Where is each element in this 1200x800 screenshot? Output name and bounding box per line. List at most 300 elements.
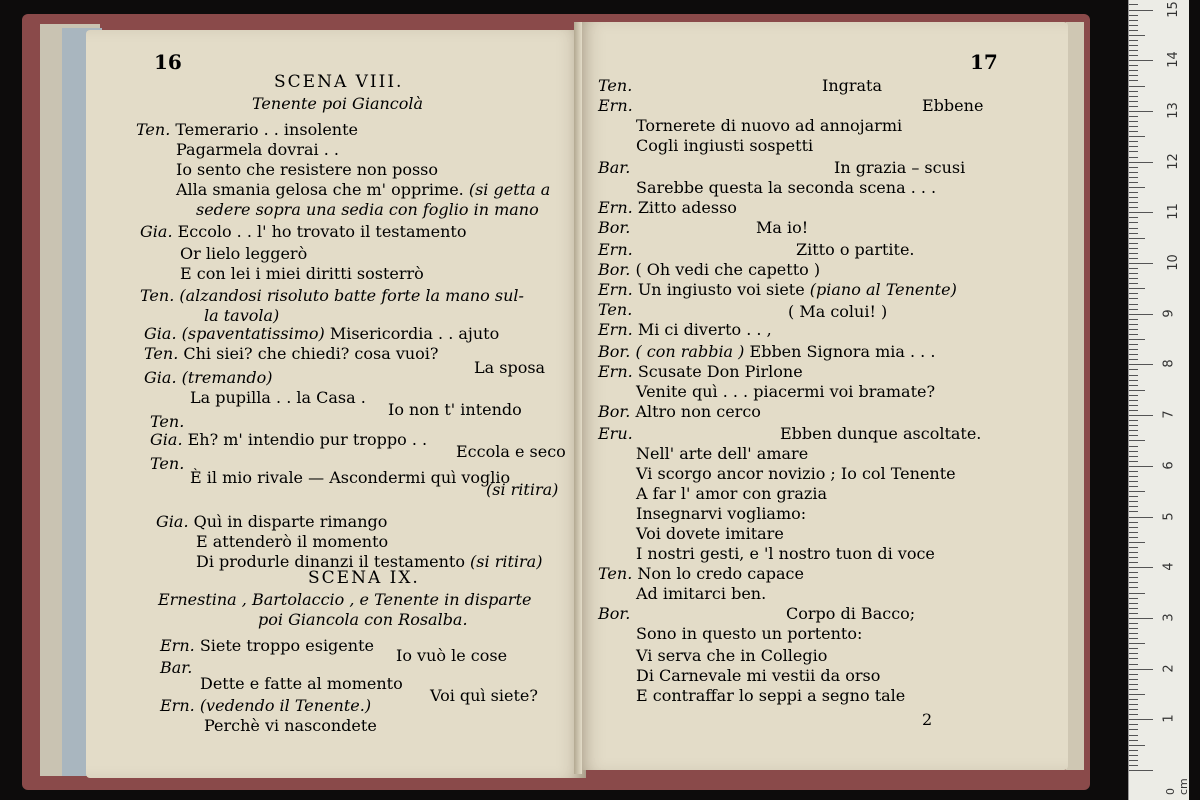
ruler-tick	[1129, 557, 1138, 558]
ruler-tick	[1129, 10, 1153, 11]
right-page-line	[598, 424, 633, 444]
ruler-tick	[1129, 598, 1138, 599]
ruler-tick	[1129, 60, 1153, 61]
ruler-tick	[1129, 116, 1138, 117]
ruler-tick	[1129, 248, 1138, 249]
line-text: E con lei i miei diritti sosterrò	[180, 264, 424, 283]
right-page-line	[598, 402, 761, 422]
ruler-tick	[1129, 314, 1153, 315]
ruler-tick	[1129, 40, 1138, 41]
line-text: Voi dovete imitare	[636, 524, 784, 543]
speaker-label: Gia.	[144, 324, 182, 343]
line-text: la tavola)	[204, 306, 280, 325]
line-text: Ad imitarci ben.	[636, 584, 767, 603]
ruler-tick	[1129, 415, 1153, 416]
left-page-line	[200, 674, 403, 694]
left-page-line	[204, 306, 279, 326]
line-text: SCENA VIII.	[274, 72, 404, 92]
book-gutter	[574, 22, 582, 774]
line-text: I nostri gesti, e 'l nostro tuon di voce	[636, 544, 935, 563]
ruler-tick	[1129, 750, 1138, 751]
stage-direction: (tremando)	[181, 368, 273, 387]
right-page-line	[636, 584, 766, 604]
ruler-tick	[1129, 587, 1138, 588]
ruler-tick	[1129, 238, 1145, 239]
ruler-tick	[1129, 552, 1138, 553]
ruler-unit: 0 cm	[1164, 778, 1190, 795]
line-text: ( Oh vedi che capetto )	[635, 260, 821, 279]
ruler-label: 11	[1165, 203, 1181, 221]
right-page-line	[598, 260, 820, 280]
ruler-tick	[1129, 207, 1138, 208]
ruler-tick	[1129, 329, 1138, 330]
line-text: Io sento che resistere non posso	[176, 160, 439, 179]
measurement-ruler	[1128, 0, 1189, 800]
left-page-line	[456, 442, 566, 462]
right-page-line	[636, 178, 936, 198]
left-page-line	[160, 658, 192, 678]
line-text: 16	[154, 50, 182, 74]
ruler-tick	[1129, 263, 1153, 264]
ruler-tick	[1129, 15, 1138, 16]
ruler-tick	[1129, 101, 1138, 102]
line-text: Cogli ingiusti sospetti	[636, 136, 814, 155]
ruler-tick	[1129, 253, 1138, 254]
ruler-tick	[1129, 283, 1138, 284]
line-text: Di produrle dinanzi il testamento	[196, 552, 465, 571]
ruler-tick	[1129, 177, 1138, 178]
ruler-tick	[1129, 679, 1138, 680]
ruler-tick	[1129, 491, 1145, 492]
left-page-line	[180, 244, 307, 264]
ruler-tick	[1129, 593, 1145, 594]
ruler-tick	[1129, 324, 1138, 325]
line-text: Eccolo . . l' ho trovato il testamento	[177, 222, 467, 241]
right-page-line	[598, 158, 630, 178]
ruler-tick	[1129, 309, 1138, 310]
ruler-tick	[1129, 157, 1138, 158]
ruler-tick	[1129, 380, 1138, 381]
ruler-label: 3	[1161, 613, 1177, 622]
speaker-label: Bor.	[598, 260, 636, 279]
ruler-tick	[1129, 770, 1153, 771]
ruler-tick	[1129, 714, 1138, 715]
line-text: Vi serva che in Collegio	[636, 646, 828, 665]
right-page-line	[822, 76, 882, 96]
speaker-label: Ern.	[598, 320, 638, 339]
line-text: Altro non cerco	[635, 402, 761, 421]
ruler-tick	[1129, 719, 1153, 720]
ruler-tick	[1129, 50, 1138, 51]
speaker-label: Ten.	[144, 344, 184, 363]
ruler-tick	[1129, 532, 1138, 533]
ruler-tick	[1129, 613, 1138, 614]
ruler-tick	[1129, 755, 1138, 756]
ruler-tick	[1129, 167, 1138, 168]
right-page-line	[598, 240, 633, 260]
ruler-tick	[1129, 547, 1138, 548]
ruler-tick	[1129, 55, 1138, 56]
line-text: Ebben dunque ascoltate.	[780, 424, 982, 443]
ruler-tick	[1129, 689, 1138, 690]
stage-direction: (si ritira)	[464, 552, 543, 571]
ruler-tick	[1129, 35, 1145, 36]
ruler-tick	[1129, 304, 1138, 305]
speaker-label: Ten.	[136, 120, 176, 139]
ruler-tick	[1129, 390, 1145, 391]
left-page-line	[150, 454, 184, 474]
speaker-label: Bor.	[598, 218, 631, 237]
right-page-line	[922, 710, 932, 730]
ruler-tick	[1129, 496, 1138, 497]
left-page-line	[144, 324, 499, 344]
ruler-tick	[1129, 162, 1153, 163]
ruler-tick	[1129, 30, 1138, 31]
right-page-line	[598, 300, 632, 320]
left-page-line	[258, 610, 468, 630]
ruler-tick	[1129, 151, 1138, 152]
ruler-tick	[1129, 222, 1138, 223]
ruler-label: 4	[1161, 562, 1177, 571]
ruler-tick	[1129, 628, 1138, 629]
ruler-tick	[1129, 212, 1153, 213]
ruler-tick	[1129, 684, 1138, 685]
ruler-label: 2	[1161, 663, 1177, 673]
right-page-line	[636, 444, 808, 464]
line-text: Misericordia . . ajuto	[329, 324, 500, 343]
ruler-tick	[1129, 618, 1153, 619]
ruler-tick	[1129, 273, 1138, 274]
ruler-tick	[1129, 400, 1138, 401]
right-page-line	[636, 666, 880, 686]
right-page-line	[636, 686, 905, 706]
ruler-tick	[1129, 729, 1138, 730]
ruler-tick	[1129, 724, 1138, 725]
left-page-line	[180, 264, 424, 284]
ruler-tick	[1129, 146, 1138, 147]
ruler-tick	[1129, 131, 1138, 132]
ruler-tick	[1129, 228, 1138, 229]
speaker-label: Eru.	[598, 424, 633, 443]
right-page-line	[598, 564, 804, 584]
line-text: Insegnarvi vogliamo:	[636, 504, 807, 523]
ruler-tick	[1129, 86, 1145, 87]
ruler-tick	[1129, 476, 1138, 477]
stage-direction: ( con rabbia )	[635, 342, 750, 361]
left-page-line	[176, 140, 339, 160]
line-text: E contraffar lo seppi a segno tale	[636, 686, 906, 705]
line-text: 2	[922, 710, 933, 729]
ruler-tick	[1129, 202, 1138, 203]
ruler-label: 8	[1161, 359, 1177, 369]
ruler-tick	[1129, 268, 1138, 269]
left-page-line	[474, 358, 545, 378]
ruler-tick	[1129, 359, 1138, 360]
right-page-line	[598, 320, 772, 340]
line-text: Temerario . . insolente	[175, 120, 358, 139]
ruler-tick	[1129, 567, 1153, 568]
line-text: Ernestina , Bartolaccio , e Tenente in disparte	[158, 590, 532, 609]
ruler-tick	[1129, 745, 1145, 746]
ruler-tick	[1129, 319, 1138, 320]
right-page-line	[756, 218, 808, 238]
ruler-label: 9	[1161, 309, 1177, 318]
line-text: Or lielo leggerò	[180, 244, 308, 263]
ruler-tick	[1129, 136, 1145, 137]
ruler-tick	[1129, 471, 1138, 472]
ruler-tick	[1129, 765, 1138, 766]
speaker-label: Bar.	[160, 658, 193, 677]
ruler-tick	[1129, 577, 1138, 578]
left-page-line	[136, 120, 358, 140]
ruler-tick	[1129, 106, 1138, 107]
line-text: sedere sopra una sedia con foglio in mano	[196, 200, 539, 219]
ruler-tick	[1129, 542, 1145, 543]
ruler-label: 6	[1161, 461, 1177, 470]
ruler-tick	[1129, 440, 1145, 441]
line-text: È il mio rivale — Ascondermi quì voglio	[190, 468, 511, 487]
line-text: Voi quì siete?	[430, 686, 538, 705]
ruler-tick	[1129, 506, 1138, 507]
speaker-label: Ten.	[150, 412, 185, 431]
right-page-line	[636, 484, 827, 504]
left-page-line	[144, 368, 273, 388]
speaker-label: Ern.	[598, 96, 633, 115]
left-page-line	[158, 590, 531, 610]
left-page-line	[204, 716, 377, 736]
right-page-line	[636, 136, 813, 156]
speaker-label: Bor.	[598, 342, 636, 361]
ruler-tick	[1129, 126, 1138, 127]
ruler-tick	[1129, 96, 1138, 97]
speaker-label: Ern.	[598, 280, 638, 299]
ruler-tick	[1129, 643, 1145, 644]
ruler-tick	[1129, 172, 1138, 173]
ruler-tick	[1129, 740, 1138, 741]
ruler-tick	[1129, 664, 1138, 665]
ruler-tick	[1129, 420, 1138, 421]
speaker-label: Gia.	[150, 430, 188, 449]
line-text: Ebbene	[922, 96, 984, 115]
ruler-tick	[1129, 572, 1138, 573]
line-text: (si ritira)	[486, 480, 559, 499]
left-page-line	[190, 388, 366, 408]
left-page-line	[160, 696, 371, 716]
ruler-tick	[1129, 674, 1138, 675]
line-text: In grazia – scusi	[834, 158, 966, 177]
right-page-line	[598, 198, 737, 218]
line-text: Dette e fatte al momento	[200, 674, 403, 693]
left-page-line	[486, 480, 558, 500]
left-page-line	[144, 344, 439, 364]
right-page-line	[636, 646, 827, 666]
ruler-tick	[1129, 339, 1145, 340]
speaker-label: Gia.	[156, 512, 194, 531]
speaker-label: Ten.	[150, 454, 185, 473]
line-text: ( Ma colui! )	[788, 302, 888, 321]
line-text: Non lo credo capace	[637, 564, 804, 583]
right-page-line	[970, 52, 998, 72]
ruler-tick	[1129, 187, 1145, 188]
ruler-tick	[1129, 608, 1138, 609]
right-page-line	[636, 544, 935, 564]
right-page-line	[598, 218, 630, 238]
ruler-tick	[1129, 192, 1138, 193]
ruler-tick	[1129, 217, 1138, 218]
ruler-label: 7	[1161, 410, 1177, 419]
stage-direction: (spaventatissimo)	[181, 324, 330, 343]
ruler-label: 15	[1165, 0, 1181, 18]
left-page-line	[176, 180, 550, 200]
line-text: Un ingiusto voi siete	[637, 280, 805, 299]
ruler-tick	[1129, 197, 1138, 198]
ruler-tick	[1129, 395, 1138, 396]
left-page-line	[396, 646, 507, 666]
ruler-tick	[1129, 466, 1153, 467]
right-page-line	[796, 240, 915, 260]
ruler-tick	[1129, 369, 1138, 370]
left-page-line	[274, 72, 403, 92]
line-text: A far l' amor con grazia	[636, 484, 828, 503]
ruler-tick	[1129, 501, 1138, 502]
speaker-label: Ten.	[140, 286, 180, 305]
ruler-tick	[1129, 704, 1138, 705]
line-text: Sarebbe questa la seconda scena . . .	[636, 178, 937, 197]
ruler-label: 5	[1161, 511, 1177, 521]
ruler-tick	[1129, 430, 1138, 431]
line-text: Eh? m' intendio pur troppo . .	[187, 430, 428, 449]
ruler-tick	[1129, 349, 1138, 350]
speaker-label: Bar.	[598, 158, 631, 177]
line-text: La pupilla . . la Casa .	[190, 388, 366, 407]
ruler-tick	[1129, 243, 1138, 244]
ruler-tick	[1129, 111, 1153, 112]
ruler-tick	[1129, 653, 1138, 654]
line-text: Zitto adesso	[637, 198, 737, 217]
ruler-label: 13	[1165, 102, 1181, 119]
right-page-line	[598, 362, 803, 382]
line-text: Scusate Don Pirlone	[637, 362, 803, 381]
ruler-tick	[1129, 735, 1138, 736]
ruler-tick	[1129, 603, 1138, 604]
line-text: Quì in disparte rimango	[193, 512, 388, 531]
speaker-label: Ten.	[598, 76, 633, 95]
ruler-tick	[1129, 669, 1153, 670]
right-page-line	[636, 464, 956, 484]
stage-direction: (si getta a	[463, 180, 551, 199]
left-page-line	[176, 160, 438, 180]
speaker-label: Ern.	[598, 362, 638, 381]
ruler-tick	[1129, 486, 1138, 487]
line-text: Pagarmela dovrai . .	[176, 140, 339, 159]
line-text: 17	[970, 50, 998, 74]
ruler-tick	[1129, 65, 1138, 66]
ruler-tick	[1129, 709, 1138, 710]
ruler-tick	[1129, 182, 1138, 183]
right-page-line	[598, 76, 632, 96]
left-page-line	[196, 532, 388, 552]
speaker-label: Ten.	[598, 300, 633, 319]
right-page-line	[598, 280, 957, 300]
ruler-tick	[1129, 45, 1138, 46]
ruler-tick	[1129, 699, 1138, 700]
left-page-line	[140, 222, 467, 242]
ruler-tick	[1129, 638, 1138, 639]
right-page-line	[834, 158, 965, 178]
line-text: Eccola e seco	[456, 442, 566, 461]
left-page-line	[150, 412, 184, 432]
stage-direction: (piano al Tenente)	[804, 280, 957, 299]
ruler-tick	[1129, 20, 1138, 21]
left-page-line	[190, 468, 510, 488]
ruler-tick	[1129, 364, 1153, 365]
line-text: Zitto o partite.	[796, 240, 915, 259]
ruler-tick	[1129, 334, 1138, 335]
right-page-line	[788, 302, 887, 322]
right-page-line	[636, 504, 806, 524]
line-text: Sono in questo un portento:	[636, 624, 863, 643]
line-text: Di Carnevale mi vestii da orso	[636, 666, 881, 685]
ruler-tick	[1129, 760, 1138, 761]
ruler-tick	[1129, 633, 1138, 634]
left-page-line	[160, 636, 374, 656]
ruler-tick	[1129, 435, 1138, 436]
ruler-tick	[1129, 4, 1138, 5]
ruler-tick	[1129, 288, 1145, 289]
line-text: poi Giancola con Rosalba.	[258, 610, 468, 629]
ruler-tick	[1129, 298, 1138, 299]
stage-direction: (vedendo il Tenente.)	[199, 696, 372, 715]
line-text: Tornerete di nuovo ad annojarmi	[636, 116, 903, 135]
right-page-line	[598, 604, 630, 624]
right-page-line	[922, 96, 983, 116]
ruler-label: 10	[1165, 254, 1181, 271]
ruler-tick	[1129, 648, 1138, 649]
speaker-label: Ern.	[598, 198, 638, 217]
ruler-tick	[1129, 694, 1145, 695]
left-page-line	[252, 94, 423, 114]
line-text: Io vuò le cose	[396, 646, 508, 665]
line-text: Venite quì . . . piacermi voi bramate?	[636, 382, 936, 401]
left-page-line	[150, 430, 427, 450]
right-page-line	[636, 524, 784, 544]
left-page-line	[154, 52, 182, 72]
right-page-line	[786, 604, 915, 624]
ruler-tick	[1129, 293, 1138, 294]
line-text: Vi scorgo ancor novizio ; Io col Tenente	[636, 464, 956, 483]
ruler-tick	[1129, 233, 1138, 234]
line-text: Ingrata	[822, 76, 883, 95]
speaker-label: Gia.	[140, 222, 178, 241]
ruler-tick	[1129, 446, 1138, 447]
ruler-tick	[1129, 425, 1138, 426]
ruler-tick	[1129, 658, 1138, 659]
ruler-tick	[1129, 582, 1138, 583]
ruler-tick	[1129, 481, 1138, 482]
line-text: Siete troppo esigente	[199, 636, 374, 655]
line-text: Mi ci diverto . . ,	[637, 320, 772, 339]
ruler-tick	[1129, 70, 1138, 71]
ruler-tick	[1129, 141, 1138, 142]
ruler-tick	[1129, 405, 1138, 406]
ruler-tick	[1129, 375, 1138, 376]
speaker-label: Ern.	[598, 240, 633, 259]
ruler-tick	[1129, 562, 1138, 563]
right-page-line	[598, 96, 633, 116]
ruler-tick	[1129, 121, 1138, 122]
right-page-line	[636, 382, 935, 402]
left-page-line	[156, 512, 387, 532]
